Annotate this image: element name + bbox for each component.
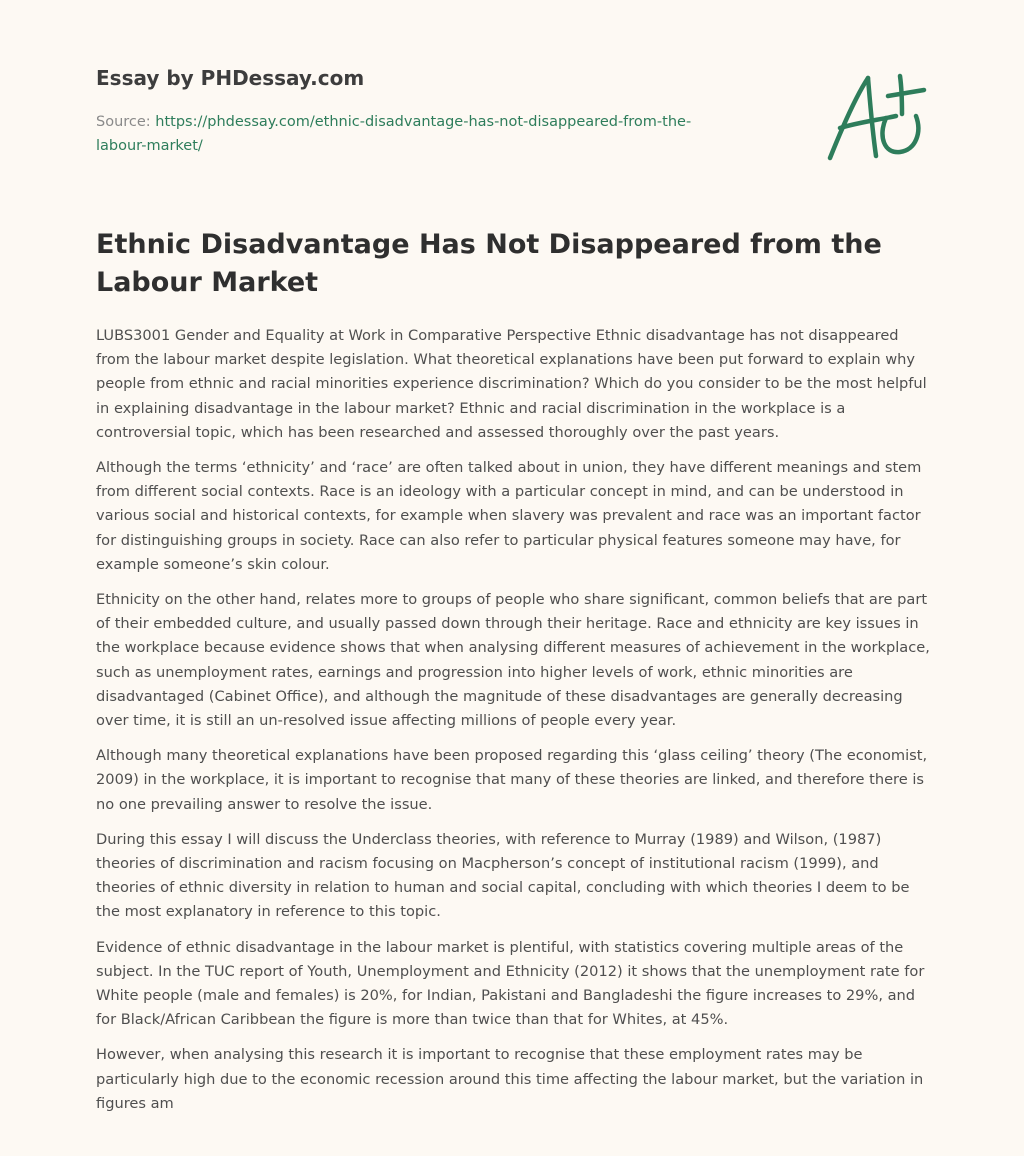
article-paragraph: Although many theoretical explanations have been proposed regarding this ‘glass ceiling’ theory (The economist, 2009) in the workplace, it is important to recognise that many of these theories are linked, and therefore there is no one prevailing answer to resolve the issue. xyxy=(96,747,928,813)
article-paragraph: During this essay I will discuss the Underclass theories, with reference to Murray (1989) and Wilson, (1987) theories of discrimination and racism focusing on Macpherson’s concept of institutional racism (1999), and theories of ethnic diversity in relation to human and social capital, concluding with which theories I deem to be the most explanatory in reference to this topic. xyxy=(96,830,910,921)
article-paragraph: LUBS3001 Gender and Equality at Work in Comparative Perspective Ethnic disadvantage has not disappeared from the labour market despite legislation. What theoretical explanations have been put forward to explain why people from ethnic and racial minorities experience discrimination? Which do you consider to be the most helpful in explaining disadvantage in the labour market? Ethnic and racial discrimination in the workplace is a controversial topic, which has been researched and assessed thoroughly over the past years. xyxy=(96,327,927,441)
source-line xyxy=(96,110,726,158)
page-header xyxy=(96,64,736,158)
source-link[interactable]: https://phdessay.com/ethnic-disadvantage-has-not-disappeared-from-the-labour-market/ xyxy=(96,114,692,154)
article-paragraph: Although the terms ‘ethnicity’ and ‘race’ are often talked about in union, they have different meanings and stem from different social contexts. Race is an ideology with a particular concept in mind, and can be understood in various social and historical contexts, for example when slavery was prevalent and race was an important factor for distinguishing groups in society. Race can also refer to particular physical features someone may have, for example someone’s skin colour. xyxy=(96,459,922,573)
article-paragraph: Evidence of ethnic disadvantage in the labour market is plentiful, with statistics covering multiple areas of the subject. In the TUC report of Youth, Unemployment and Ethnicity (2012) it shows that the unemployment rate for White people (male and females) is 20%, for Indian, Pakistani and Bangladeshi the figure increases to 29%, and for Black/African Caribbean the figure is more than twice than that for Whites, at 45%. xyxy=(96,938,925,1029)
article-paragraph: Ethnicity on the other hand, relates more to groups of people who share significant, common beliefs that are part of their embedded culture, and usually passed down through their heritage. Race and ethnicity are key issues in the workplace because evidence shows that when analysing different measures of achievement in the workplace, such as unemployment rates, earnings and progression into higher levels of work, ethnic minorities are disadvantaged (Cabinet Office), and although the magnitude of these disadvantages are generally decreasing over time, it is still an un-resolved issue affecting millions of people every year. xyxy=(96,591,930,730)
article-paragraph: However, when analysing this research it is important to recognise that these employment rates may be particularly high due to the economic recession around this time affecting the labour market, but the variation in figures am xyxy=(96,1046,924,1112)
article-body xyxy=(96,324,930,1127)
site-title: Essay by PHDessay.com xyxy=(96,66,365,90)
article-title: Ethnic Disadvantage Has Not Disappeared from the Labour Market xyxy=(96,229,882,298)
a-plus-grade-icon xyxy=(820,66,932,166)
source-label: Source: xyxy=(96,114,156,130)
